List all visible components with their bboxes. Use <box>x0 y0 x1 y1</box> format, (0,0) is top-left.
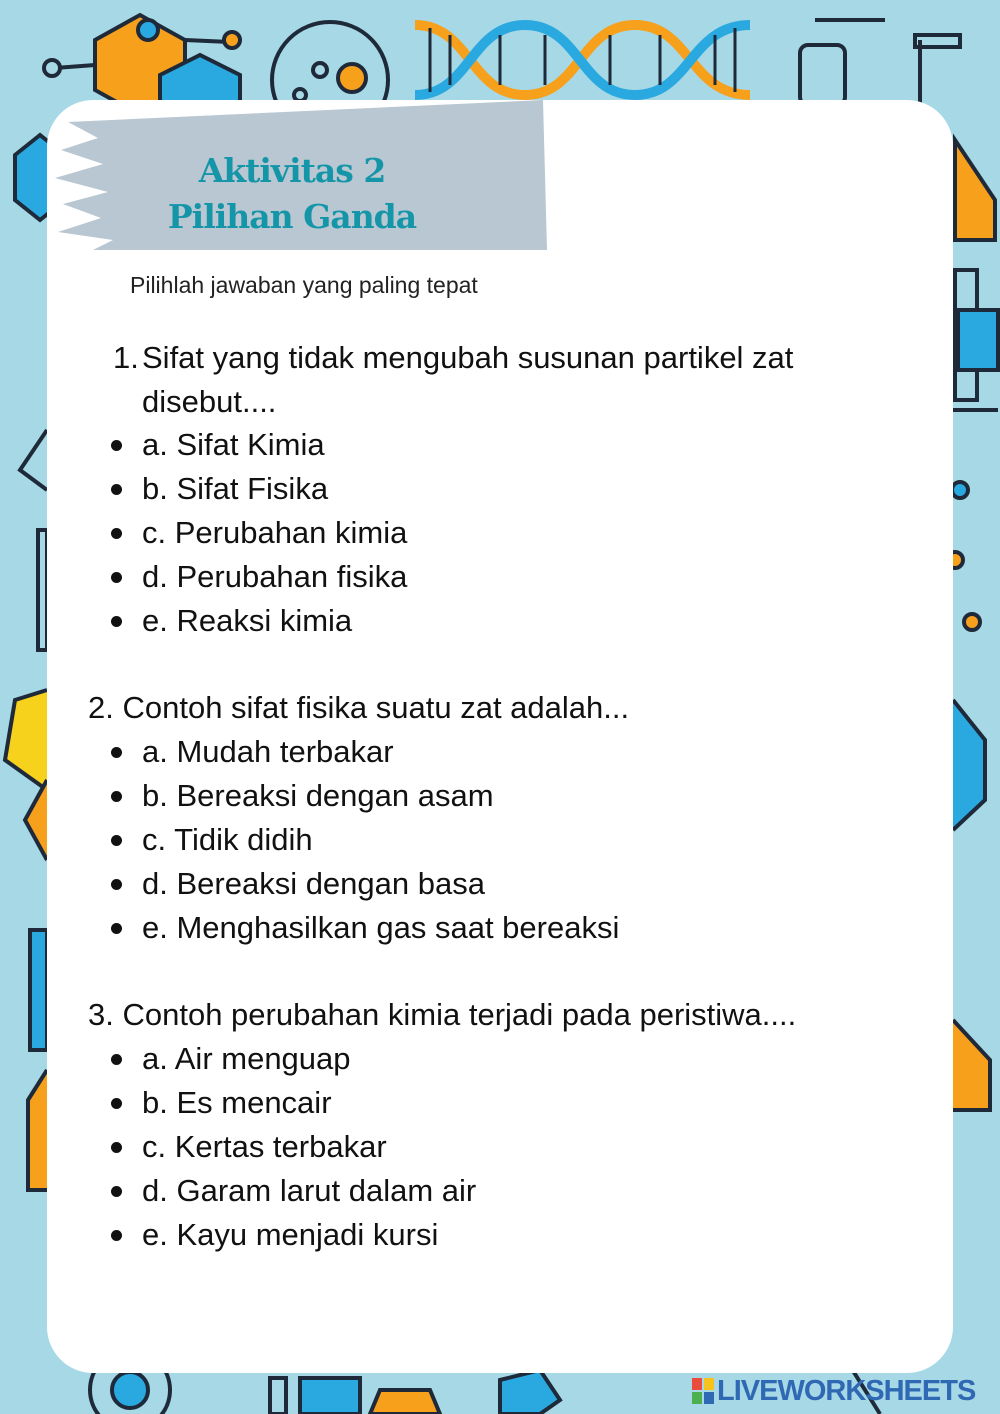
question-1-options <box>105 423 407 643</box>
option-label: c. Kertas terbakar <box>142 1129 387 1164</box>
option-item[interactable] <box>105 1169 476 1213</box>
option-item[interactable] <box>105 467 407 511</box>
option-item[interactable] <box>105 511 407 555</box>
bullet-icon <box>111 572 122 583</box>
option-item[interactable] <box>105 818 619 862</box>
question-2-options <box>105 730 619 950</box>
bullet-icon <box>111 1186 122 1197</box>
liveworksheets-watermark <box>692 1376 975 1406</box>
beaker-icon <box>947 270 998 1110</box>
option-item[interactable] <box>105 1125 476 1169</box>
liveworksheets-logo-icon <box>692 1378 714 1404</box>
option-label: d. Bereaksi dengan basa <box>142 866 485 901</box>
bullet-icon <box>111 440 122 451</box>
option-label: b. Bereaksi dengan asam <box>142 778 494 813</box>
question-1-text: Sifat yang tidak mengubah susunan partikel zat disebut.... <box>142 340 794 419</box>
option-item[interactable] <box>105 1081 476 1125</box>
bullet-icon <box>111 1230 122 1241</box>
bullet-icon <box>111 1098 122 1109</box>
option-item[interactable] <box>105 1213 476 1257</box>
option-label: a. Mudah terbakar <box>142 734 394 769</box>
bullet-icon <box>111 923 122 934</box>
question-3-options <box>105 1037 476 1257</box>
option-label: d. Garam larut dalam air <box>142 1173 477 1208</box>
option-label: c. Tidik didih <box>142 822 313 857</box>
option-label: a. Air menguap <box>142 1041 351 1076</box>
question-1-number: 1. <box>113 340 139 375</box>
title-line-2: Pilihan Ganda <box>167 197 417 236</box>
option-item[interactable] <box>105 862 619 906</box>
bullet-icon <box>111 616 122 627</box>
option-label: b. Sifat Fisika <box>142 471 329 506</box>
option-label: e. Kayu menjadi kursi <box>142 1217 439 1252</box>
option-item[interactable] <box>105 555 407 599</box>
bullet-icon <box>111 1142 122 1153</box>
bullet-icon <box>111 835 122 846</box>
bullet-icon <box>111 879 122 890</box>
question-3-text: 3. Contoh perubahan kimia terjadi pada peristiwa.... <box>88 997 797 1032</box>
option-item[interactable] <box>105 774 619 818</box>
bullet-icon <box>111 528 122 539</box>
page-title <box>107 148 477 240</box>
option-item[interactable] <box>105 599 407 643</box>
bullet-icon <box>111 791 122 802</box>
dna-helix-icon <box>415 25 750 95</box>
option-item[interactable] <box>105 1037 476 1081</box>
option-label: b. Es mencair <box>142 1085 332 1120</box>
bullet-icon <box>111 484 122 495</box>
option-item[interactable] <box>105 906 619 950</box>
option-label: c. Perubahan kimia <box>142 515 408 550</box>
question-2-text: 2. Contoh sifat fisika suatu zat adalah... <box>88 690 630 725</box>
instruction-text: Pilihlah jawaban yang paling tepat <box>130 272 478 298</box>
option-label: d. Perubahan fisika <box>142 559 408 594</box>
bullet-icon <box>111 1054 122 1065</box>
option-item[interactable] <box>105 423 407 467</box>
question-1 <box>113 336 893 424</box>
title-line-1: Aktivitas 2 <box>198 151 386 190</box>
worksheet-card <box>47 100 953 1373</box>
flask-icon <box>5 430 47 1190</box>
option-label: e. Menghasilkan gas saat bereaksi <box>142 910 620 945</box>
option-label: e. Reaksi kimia <box>142 603 353 638</box>
watermark-text: LIVEWORKSHEETS <box>717 1374 976 1407</box>
option-label: a. Sifat Kimia <box>142 427 325 462</box>
option-item[interactable] <box>105 730 619 774</box>
bullet-icon <box>111 747 122 758</box>
